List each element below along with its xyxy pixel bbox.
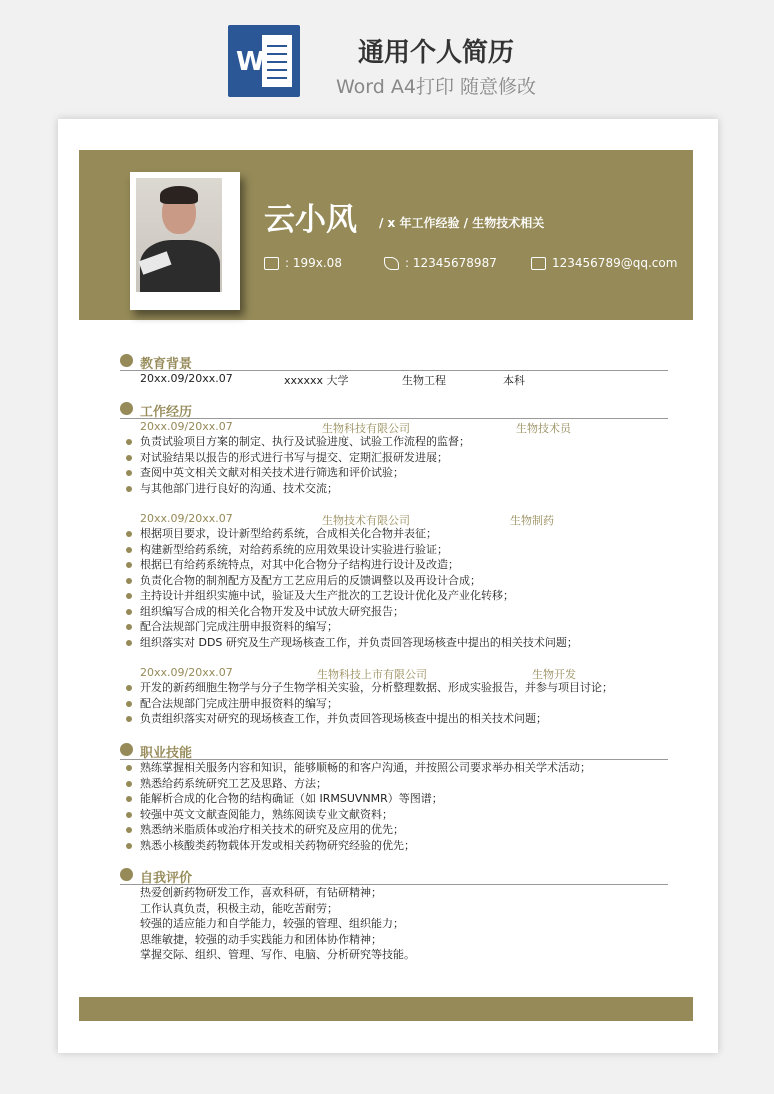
job-company: 生物技术有限公司 — [322, 514, 410, 527]
job-role: 生物制药 — [510, 514, 554, 527]
job-company: 生物科技上市有限公司 — [317, 668, 427, 681]
bullet-dot — [120, 354, 133, 367]
list-item: 根据已有给药系统特点，对其中化合物分子结构进行设计及改造； — [120, 557, 668, 573]
job-company: 生物科技有限公司 — [322, 422, 410, 435]
education-period: 20xx.09/20xx.07 — [140, 372, 233, 385]
job-header — [120, 419, 668, 434]
job-header — [120, 665, 668, 680]
self-evaluation-section — [120, 867, 668, 963]
education-major: 生物工程 — [402, 374, 446, 387]
education-section — [120, 353, 668, 386]
self-line: 掌握交际、组织、管理、写作、电脑、分析研究等技能。 — [140, 948, 415, 961]
profile-photo — [136, 178, 222, 292]
skills-heading — [120, 742, 668, 760]
word-letter: W — [236, 47, 265, 77]
self-line: 工作认真负责，积极主动，能吃苦耐劳； — [140, 901, 338, 915]
list-item: 根据项目要求，设计新型给药系统，合成相关化合物并表征； — [120, 526, 668, 542]
job-duties — [120, 680, 668, 727]
list-item: 熟悉小核酸类药物载体开发或相关药物研究经验的优先； — [120, 838, 668, 854]
list-item: 负责试验项目方案的制定、执行及试验进度、试验工作流程的监督； — [120, 434, 668, 450]
self-evaluation-heading — [120, 867, 668, 885]
section-title: 工作经历 — [140, 405, 193, 420]
self-line: 热爱创新药物研发工作，喜欢科研，有钻研精神； — [140, 886, 382, 899]
bullet-dot — [120, 868, 133, 881]
bullet-dot — [120, 402, 133, 415]
banner-subtitle: Word A4打印 随意修改 — [335, 76, 536, 98]
work-section — [120, 401, 668, 727]
skills-list — [120, 760, 668, 853]
job-period: 20xx.09/20xx.07 — [140, 420, 233, 433]
work-heading — [120, 401, 668, 419]
list-item: 查阅中英文相关文献对相关技术进行筛选和评价试验； — [120, 465, 668, 481]
list-item: 配合法规部门完成注册申报资料的编写； — [120, 696, 668, 712]
list-item: 与其他部门进行良好的沟通、技术交流； — [120, 481, 668, 497]
education-row — [120, 371, 668, 386]
word-document-icon — [228, 25, 300, 97]
birth-info — [264, 256, 342, 270]
email-info — [531, 256, 677, 270]
education-degree: 本科 — [503, 374, 525, 387]
list-item: 组织编写合成的相关化合物开发及中试放大研究报告； — [120, 604, 668, 620]
list-item: 主持设计并组织实施中试，验证及大生产批次的工艺设计优化及产业化转移； — [120, 588, 668, 604]
list-item: 较强中英文文献查阅能力，熟练阅读专业文献资料； — [120, 807, 668, 823]
section-title: 职业技能 — [140, 746, 193, 761]
list-item: 负责组织落实对研究的现场核查工作，并负责回答现场核查中提出的相关技术问题； — [120, 711, 668, 727]
list-item: 配合法规部门完成注册申报资料的编写； — [120, 619, 668, 635]
word-page-shape — [262, 35, 292, 87]
list-item: 熟悉给药系统研究工艺及思路、方法； — [120, 776, 668, 792]
banner-title: 通用个人简历 — [357, 38, 514, 68]
list-item: 负责化合物的制剂配方及配方工艺应用后的反馈调整以及再设计合成； — [120, 573, 668, 589]
phone-icon — [384, 257, 399, 270]
list-item: 开发的新药细胞生物学与分子生物学相关实验，分析整理数据、形成实验报告，并参与项目讨论； — [120, 680, 668, 696]
footer-bar — [79, 997, 693, 1021]
phone-value: : 12345678987 — [405, 256, 497, 270]
list-item: 组织落实对 DDS 研究及生产现场核查工作，并负责回答现场核查中提出的相关技术问题； — [120, 635, 668, 651]
top-banner — [0, 0, 774, 116]
phone-info — [384, 256, 497, 270]
job-header — [120, 511, 668, 526]
candidate-tagline: / x 年工作经验 / 生物技术相关 — [379, 216, 545, 230]
self-line: 较强的适应能力和自学能力，较强的管理、组织能力； — [140, 917, 404, 930]
list-item: 能解析合成的化合物的结构确证（如 IRMSUVNMR）等图谱； — [120, 791, 668, 807]
self-line: 思维敏捷，较强的动手实践能力和团体协作精神； — [140, 932, 382, 946]
email-value: 123456789@qq.com — [552, 256, 678, 270]
job-duties — [120, 434, 668, 496]
job-duties — [120, 526, 668, 650]
list-item: 对试验结果以报告的形式进行书写与提交、定期汇报研发进展； — [120, 450, 668, 466]
birth-value: : 199x.08 — [285, 256, 342, 270]
list-item: 构建新型给药系统，对给药系统的应用效果设计实验进行验证； — [120, 542, 668, 558]
skills-section — [120, 742, 668, 853]
list-item: 熟练掌握相关服务内容和知识，能够顺畅的和客户沟通，并按照公司要求举办相关学术活动； — [120, 760, 668, 776]
job-role: 生物技术员 — [516, 422, 571, 435]
resume-header — [79, 150, 693, 320]
bullet-dot — [120, 743, 133, 756]
education-heading — [120, 353, 668, 371]
profile-photo-frame — [130, 172, 240, 310]
calendar-icon — [264, 257, 279, 270]
job-period: 20xx.09/20xx.07 — [140, 512, 233, 525]
list-item: 熟悉纳米脂质体或治疗相关技术的研究及应用的优先； — [120, 822, 668, 838]
education-school: xxxxxx 大学 — [284, 374, 349, 387]
section-title: 教育背景 — [140, 357, 193, 372]
job-role: 生物开发 — [532, 668, 576, 681]
job-period: 20xx.09/20xx.07 — [140, 666, 233, 679]
section-title: 自我评价 — [140, 871, 193, 886]
candidate-name: 云小风 — [264, 202, 357, 238]
mail-icon — [531, 257, 546, 270]
resume-page — [58, 119, 718, 1053]
